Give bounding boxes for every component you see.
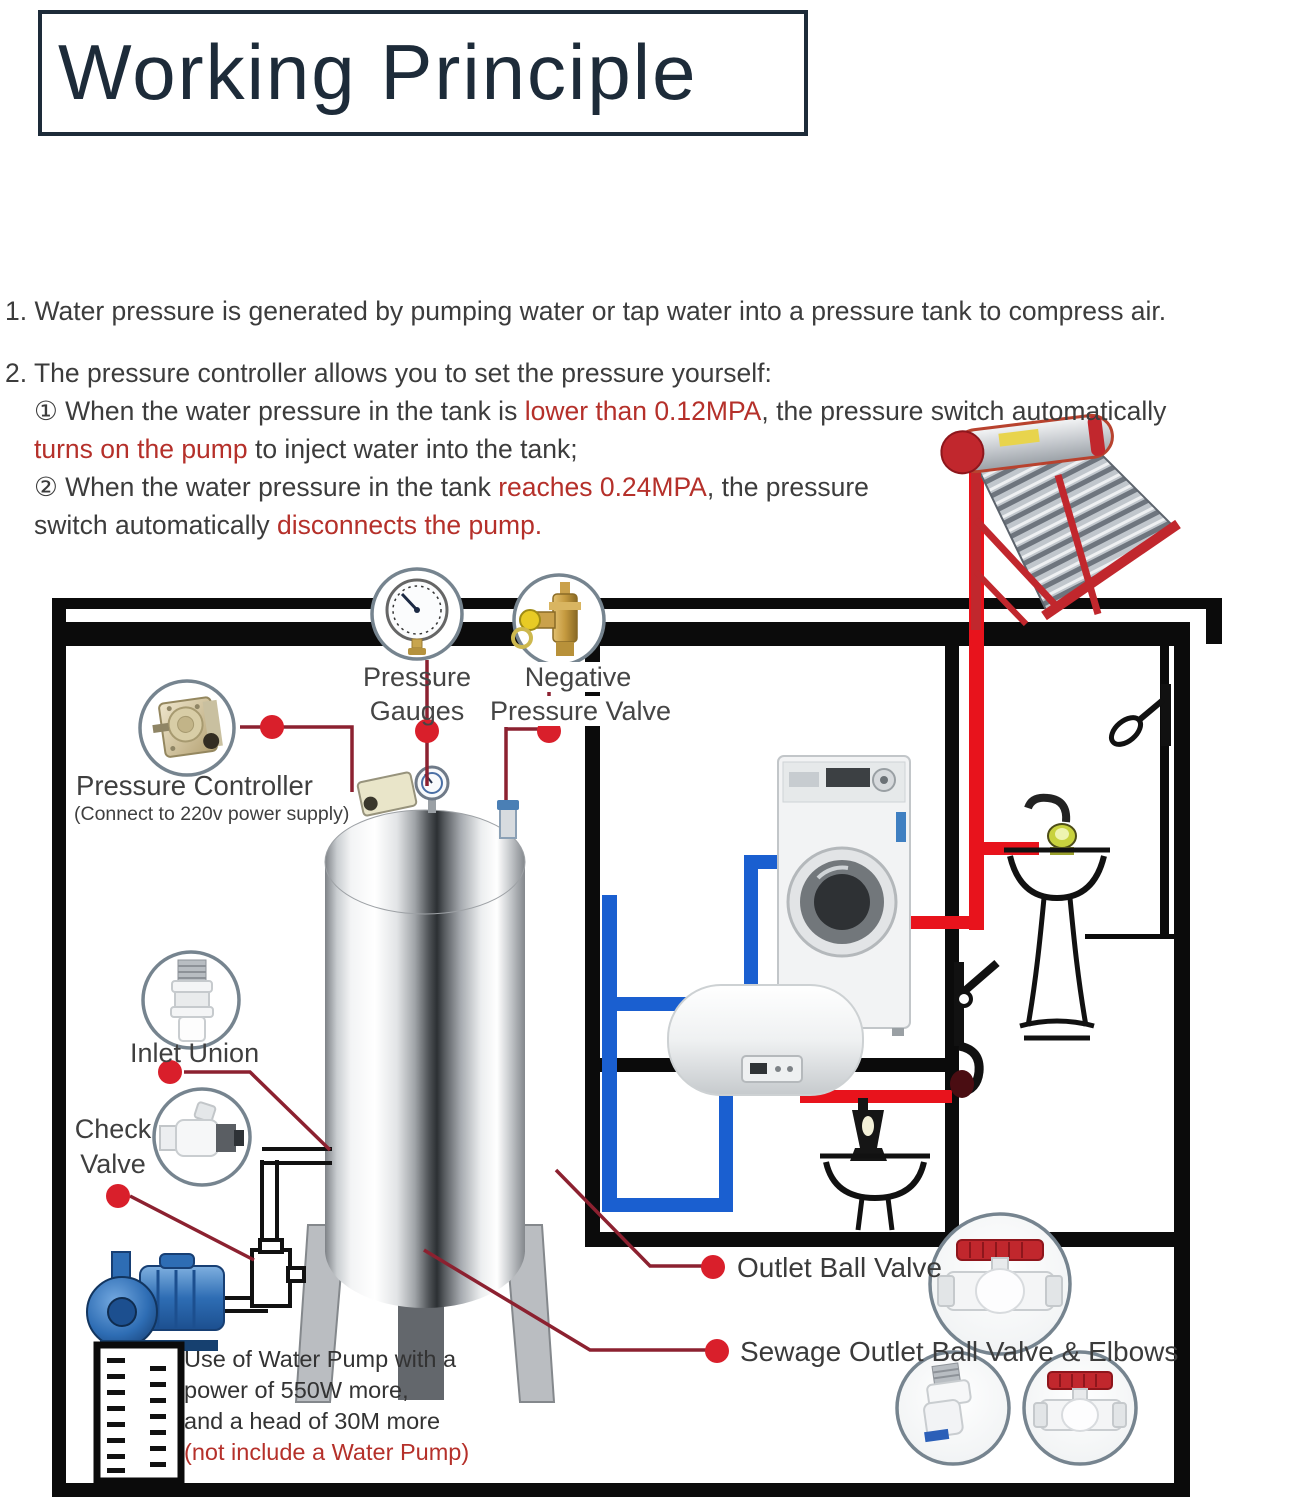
sink-lower-icon bbox=[820, 1156, 930, 1230]
label-pressure-controller: Pressure Controller bbox=[76, 770, 313, 801]
mixer-elbow bbox=[950, 1070, 974, 1098]
well bbox=[97, 1345, 181, 1481]
label-negative-pressure-valve: Negative Pressure Valve bbox=[490, 662, 672, 726]
callout-sewage-elbow bbox=[897, 1352, 1009, 1464]
pressure-controller-dot bbox=[260, 715, 284, 739]
label-outlet-ball-valve: Outlet Ball Valve bbox=[737, 1252, 942, 1283]
line-outlet-ball-valve bbox=[556, 1170, 704, 1266]
interior-floor bbox=[585, 1232, 1190, 1247]
roof-right-stub bbox=[1206, 598, 1222, 644]
outlet-ball-valve-icon bbox=[938, 1240, 1062, 1313]
label-sewage-outlet: Sewage Outlet Ball Valve & Elbows bbox=[740, 1336, 1179, 1367]
check-valve-dot bbox=[106, 1184, 130, 1208]
tank-top-gauge bbox=[416, 767, 448, 813]
shower-head-icon bbox=[1107, 684, 1171, 750]
washer-control-slots bbox=[826, 768, 870, 787]
title-box bbox=[38, 10, 808, 136]
label-pressure-controller-sub: (Connect to 220v power supply) bbox=[74, 803, 350, 825]
intro-line-1: 1. Water pressure is generated by pumping water or tap water into a pressure tank to compress air. bbox=[5, 296, 1167, 326]
callout-inlet-union bbox=[143, 952, 239, 1048]
faucet-lower-icon bbox=[850, 1098, 887, 1161]
shower-mixer-icon bbox=[950, 962, 997, 1098]
ground-line bbox=[52, 1483, 1190, 1497]
outlet-ball-valve-dot bbox=[701, 1255, 725, 1279]
label-inlet-union: Inlet Union bbox=[130, 1038, 260, 1068]
sewage-ball-valve-icon bbox=[1034, 1372, 1126, 1431]
tank-top-pressure-switch bbox=[357, 772, 417, 816]
interior-wall-right bbox=[945, 646, 959, 1247]
roof-inner-beam bbox=[66, 622, 1190, 646]
blue-under-floor-run bbox=[602, 1198, 733, 1212]
sink-upper-icon bbox=[1004, 850, 1110, 1038]
blue-riser bbox=[602, 895, 617, 1212]
left-wall bbox=[52, 598, 66, 1497]
intro-line-2: 2. The pressure controller allows you to set the pressure yourself: bbox=[5, 358, 772, 388]
inline-check-valve-symbol bbox=[252, 1240, 304, 1306]
label-check-valve: Check Valve bbox=[74, 1114, 152, 1179]
water-pump bbox=[87, 1252, 224, 1351]
washer-display bbox=[789, 772, 819, 787]
label-pump-note: Use of Water Pump with a power of 550W more, and a head of 30M more (not include a Water Pump) bbox=[184, 1346, 470, 1465]
intro-point-2-line-1: ② When the water pressure in the tank reaches 0.24MPA, the pressure bbox=[34, 472, 869, 502]
interior-wall-left bbox=[585, 646, 600, 1247]
callout-pressure-gauge bbox=[372, 569, 462, 659]
intro-point-2-line-2: switch automatically disconnects the pump. bbox=[34, 510, 543, 540]
callout-pressure-controller bbox=[140, 681, 234, 775]
line-check-valve bbox=[130, 1196, 254, 1260]
intro-point-1-line-1: ① When the water pressure in the tank is lower than 0.12MPA, the pressure switch automatically bbox=[34, 396, 1167, 426]
sewage-outlet-dot bbox=[705, 1339, 729, 1363]
callout-sewage-ball-valve bbox=[1024, 1352, 1136, 1464]
intro-point-1-line-2: turns on the pump to inject water into the tank; bbox=[34, 434, 578, 464]
callout-negative-pressure-valve bbox=[513, 575, 604, 665]
callout-outlet-ball-valve bbox=[930, 1214, 1070, 1354]
tank-top-valve bbox=[497, 800, 519, 838]
pump-handle bbox=[160, 1254, 194, 1268]
solar-water-heater bbox=[939, 413, 1178, 630]
electric-water-heater bbox=[668, 985, 863, 1095]
page-title: Working Principle bbox=[58, 28, 698, 116]
label-pressure-gauges: Pressure Gauges bbox=[362, 662, 472, 726]
callout-check-valve bbox=[154, 1089, 250, 1185]
blue-drop-water-heater bbox=[719, 1090, 733, 1212]
washer-label bbox=[896, 812, 906, 842]
